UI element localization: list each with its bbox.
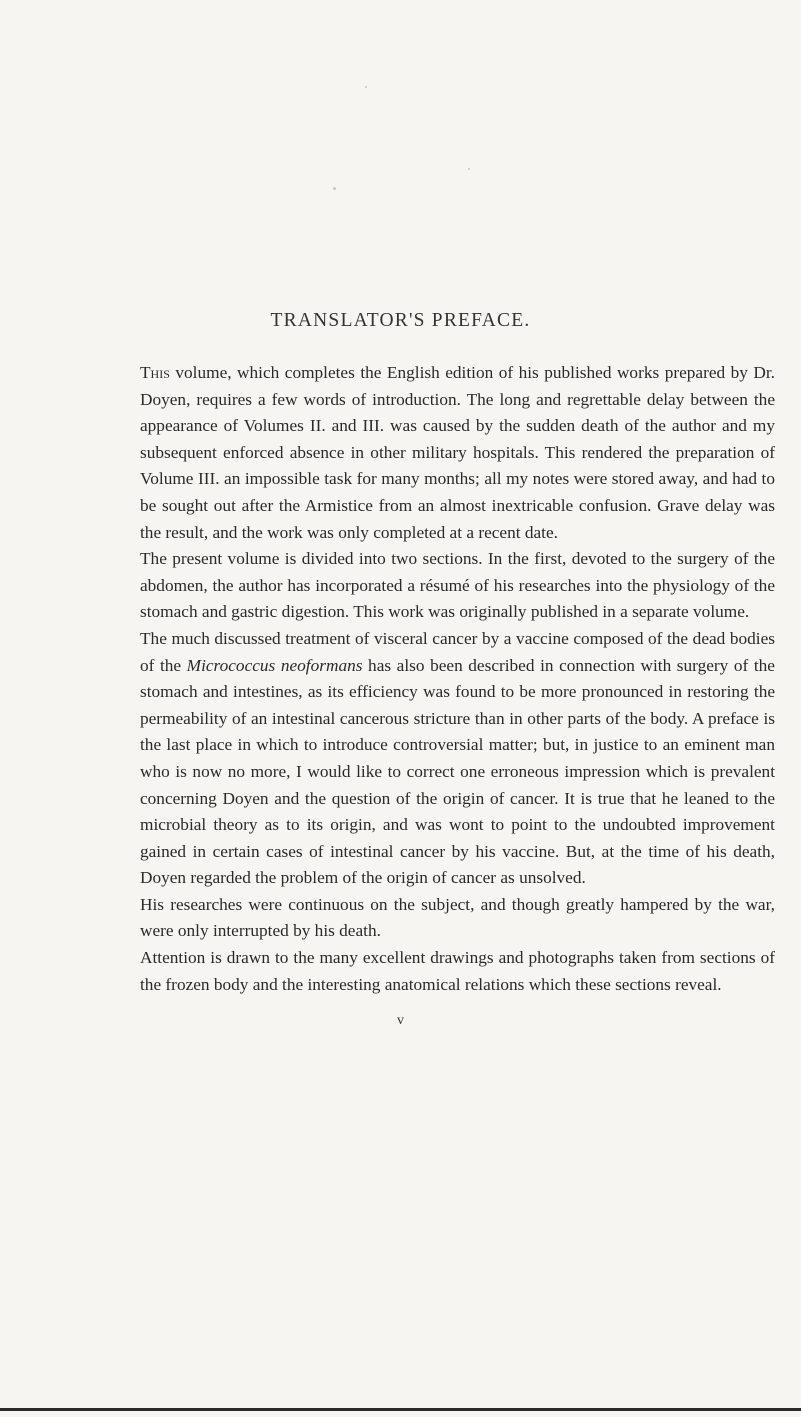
paragraph-3-text-a: The much discussed treatment of visceral cancer by a vaccine composed of the dead bodies of the [140,628,775,675]
paragraph-5: Attention is drawn to the many excellent drawings and photographs taken from sections of the frozen body and the interesting anatomical relations which these sections reveal. [140,948,775,994]
paragraph-3-species: Micrococcus neoformans [186,655,363,675]
bottom-edge-rule [0,1408,801,1411]
paragraph-3-text-b: has also been described in connection with surgery of the stomach and intestines, as its efficiency was found to be more pronounced in restoring the permeability of an intestinal cancerous stricture than in other parts of the body. A preface is the last place in which to introduce controversial matter; but, in justice to an eminent man who is now no more, I would like to correct one erroneous impression which is prevalent concerning Doyen and the question of the origin of cancer. It is true that he leaned to the microbial theory as to its origin, and was wont to point to the undoubted improvement gained in certain cases of intestinal cancer by his vaccine. But, at the time of his death, Doyen regarded the problem of the origin of cancer as unsolved. [140,655,775,888]
page-number: v [397,1013,404,1028]
paragraph-2: The present volume is divided into two sections. In the first, devoted to the surgery of the abdomen, the author has incorporated a résumé of his researches into the physiology of the stomach and gastric digestion. This work was originally published in a separate volume. [140,549,775,622]
paper-speck [468,168,470,170]
paragraph-1-text: volume, which completes the English edition of his published works prepared by Dr. Doyen, requires a few words of introduction. The long and regrettable delay between the appearance of Volumes II. and III. was caused by the sudden death of the author and my subsequent enforced absence in other military hospitals. This rendered the preparation of Volume III. an impossible task for many months; all my notes were stored away, and had to be sought out after the Armistice from an almost inextricable confusion. Grave delay was the result, and the work was only completed at a recent date. [140,363,775,542]
paragraph-3 [140,626,775,892]
paragraph-1-lead: This [140,363,170,382]
preface-body [140,360,775,998]
paragraph-1 [140,360,775,546]
page-title: TRANSLATOR'S PREFACE. [270,310,531,331]
paper-speck [333,187,336,190]
paragraph-4: His researches were continuous on the subject, and though greatly hampered by the war, were only interrupted by his death. [140,894,775,941]
paper-speck [365,86,367,88]
